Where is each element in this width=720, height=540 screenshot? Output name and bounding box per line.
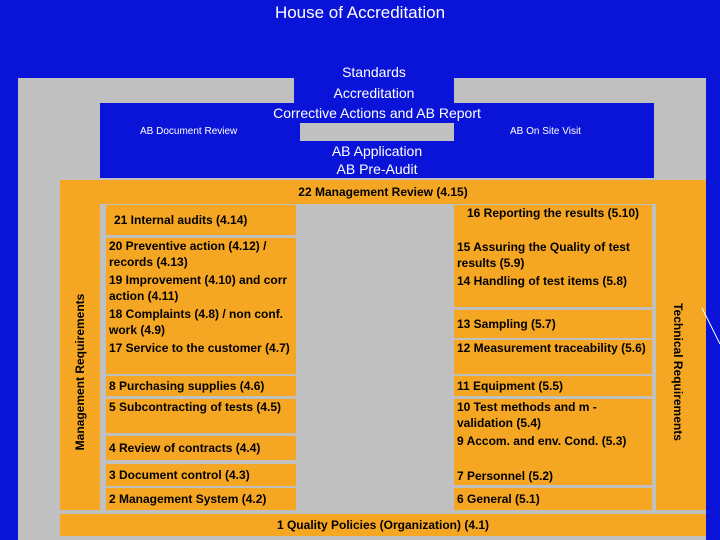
tech-general: 6 General (5.1) <box>454 488 652 510</box>
page-title: House of Accreditation <box>274 3 446 22</box>
mgmt-service-customer: 17 Service to the customer (4.7) <box>106 340 296 374</box>
tech-test-methods: 10 Test methods and m - validation (5.4) <box>454 399 652 433</box>
roof-standards: Standards <box>294 62 454 82</box>
roof-doc-review: AB Document Review <box>100 123 300 141</box>
technical-requirements-label: Technical Requirements <box>671 303 685 441</box>
tech-assuring-quality: 15 Assuring the Quality of test results (5.9) <box>454 239 652 273</box>
mgmt-purchasing: 8 Purchasing supplies (4.6) <box>106 376 296 396</box>
tech-accommodation: 9 Accom. and env. Cond. (5.3) <box>454 433 652 467</box>
mgmt-review-contracts: 4 Review of contracts (4.4) <box>106 436 296 460</box>
tech-equipment: 11 Equipment (5.5) <box>454 376 652 396</box>
roof-preaudit: AB Pre-Audit <box>100 160 654 178</box>
roof-corrective-actions: Corrective Actions and AB Report <box>100 103 654 123</box>
mgmt-complaints: 18 Complaints (4.8) / non conf. work (4.9) <box>106 306 296 340</box>
decorative-line <box>700 300 720 360</box>
management-review-beam: 22 Management Review (4.15) <box>60 180 706 204</box>
tech-sampling: 13 Sampling (5.7) <box>454 310 652 338</box>
mgmt-subcontracting: 5 Subcontracting of tests (4.5) <box>106 399 296 433</box>
mgmt-preventive-action: 20 Preventive action (4.12) / records (4.13) <box>106 238 296 272</box>
tech-personnel: 7 Personnel (5.2) <box>454 467 652 485</box>
mgmt-document-control: 3 Document control (4.3) <box>106 464 296 486</box>
tech-measurement-traceability: 12 Measurement traceability (5.6) <box>454 340 652 374</box>
tech-reporting-results: 16 Reporting the results (5.10) <box>454 205 652 239</box>
roof-onsite-visit: AB On Site Visit <box>454 123 654 141</box>
roof-accreditation: Accreditation <box>294 82 454 104</box>
mgmt-improvement: 19 Improvement (4.10) and corr action (4.11) <box>106 272 296 306</box>
roof-application: AB Application <box>100 141 654 160</box>
mgmt-management-system: 2 Management System (4.2) <box>106 488 296 510</box>
mgmt-internal-audits: 21 Internal audits (4.14) <box>106 205 296 235</box>
management-requirements-label: Management Requirements <box>73 293 87 451</box>
tech-handling-items: 14 Handling of test items (5.8) <box>454 273 652 307</box>
foundation-quality-policies: 1 Quality Policies (Organization) (4.1) <box>60 514 706 536</box>
